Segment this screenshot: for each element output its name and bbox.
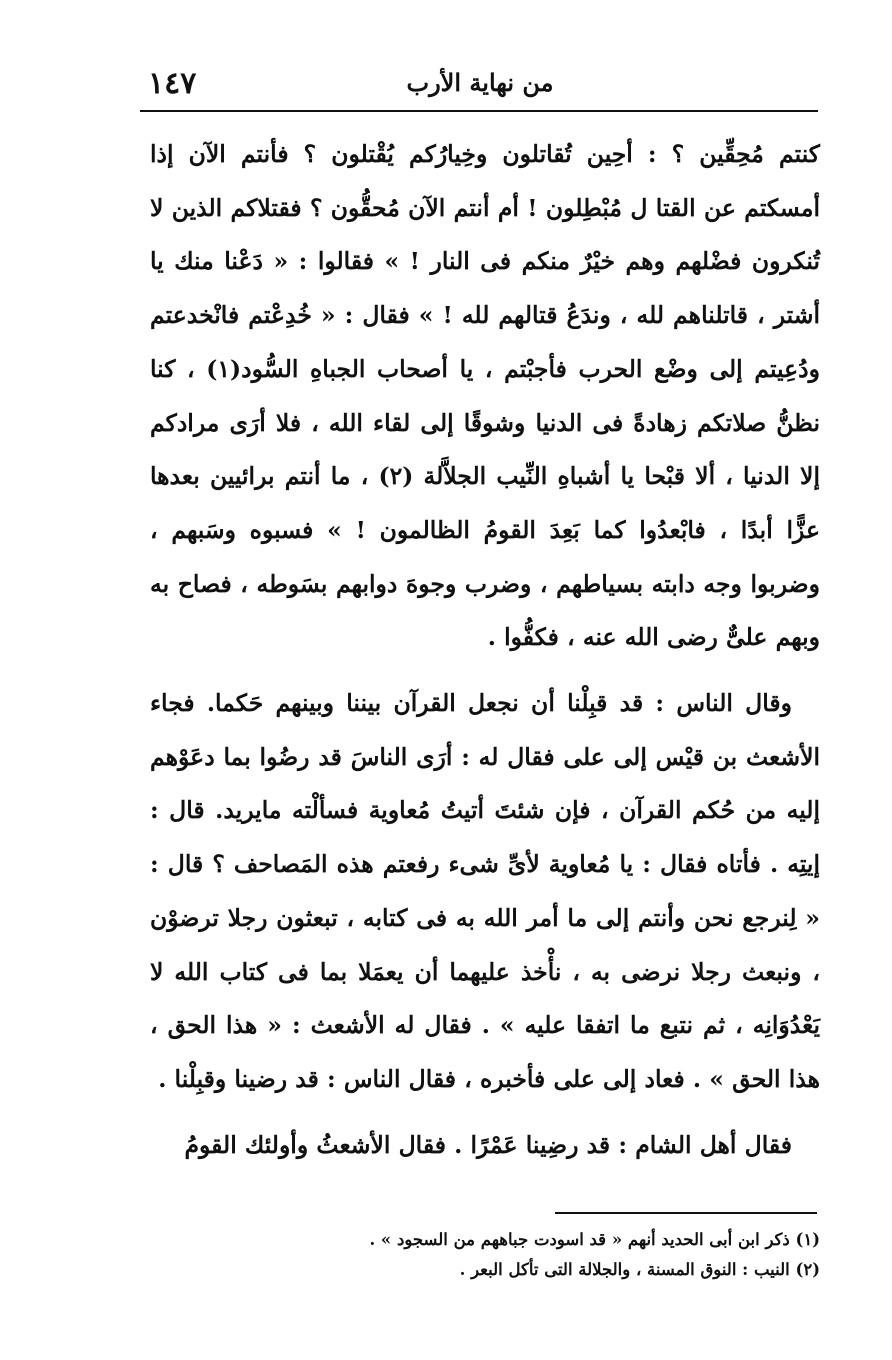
header-divider (140, 110, 818, 112)
footnote-1: (١) ذكر ابن أبى الحديد أنهم « قد اسودت جباههم من السجود » . (369, 1230, 820, 1249)
running-title: من نهاية الأرب (406, 68, 554, 97)
footnote-2: (٢) النيب : النوق المسنة ، والجلالة التى تأكل البعر . (459, 1260, 820, 1279)
page-number: ١٤٧ (148, 66, 197, 101)
page-header (140, 60, 820, 110)
paragraph-3: فقال أهل الشام : قد رضِينا عَمْرًا . فقال الأشعثُ وأولئك القومُ (184, 1130, 792, 1159)
paragraph-2: وقال الناس : قد قبِلْنا أن نجعل القرآن بيننا وبينهم حَكما. فجاء الأشعث بن قيْس إلى على فقال له : أرَى الناسَ قد رضُوا بما دعَوْهم إليه من حُكم القرآن ، فإن شئتَ أتيتُ مُعاوية فسألْته مايريد. قال : إيتِه . فأتاه فقال : يا مُعاوية لأىِّ شىء رفعتم هذه المَصاحف ؟ قال : « لِنرجع نحن وأنتم إلى ما أمر الله به فى كتابه ، تبعثون رجلا ترضوْن ، ونبعث رجلا نرضى به ، نأْخذ عليهما أن يعمَلا بما فى كتاب الله لا يَعْدُوَانِه ، ثم نتبع ما اتفقا عليه » . فقال له الأشعث : « هذا الحق ، هذا الحق » . فعاد إلى على فأخبره ، فقال الناس : قد رضينا وقبِلْنا . (150, 689, 820, 1093)
paragraph-1: كنتم مُحِقِّين ؟ : أحِين تُقاتلون وخِيارُكم يُقْتلون ؟ فأنتم الآن إذا أمسكتم عن القتا ل مُبْطِلون ! أم أنتم الآن مُحقُّون ؟ فقتلاكم الذين لا تُنكرون فضْلهم وهم خيْرٌ منكم فى النار ! » فقالوا : « دَعْنا منك يا أشتر ، قاتلناهم لله ، وندَعُ قتالهم لله ! » فقال : « خُدِعْتم فانْخدعتم ودُعِيتم إلى وضْع الحرب فأجبْتم ، يا أصحاب الجباهِ السُّود(١) ، كنا نظنُّ صلاتكم زهادةً فى الدنيا وشوقًا إلى لقاء الله ، فلا أرَى مرادكم إلا الدنيا ، ألا قبْحا يا أشباهِ النِّيب الجلاَّلة (٢) ، ما أنتم برائيين بعدها عزًّا أبدًا ، فابْعدُوا كما بَعِدَ القومُ الظالمون ! » فسبوه وسَبهم ، وضربوا وجه دابته بسياطهم ، وضرب وجوهَ دوابهم بسَوطه ، فصاح به وبهم علىٌّ رضى الله عنه ، فكفُّوا . (150, 140, 820, 652)
body-text (150, 128, 820, 1172)
footnote-divider (555, 1212, 817, 1214)
footnotes (300, 1225, 820, 1285)
